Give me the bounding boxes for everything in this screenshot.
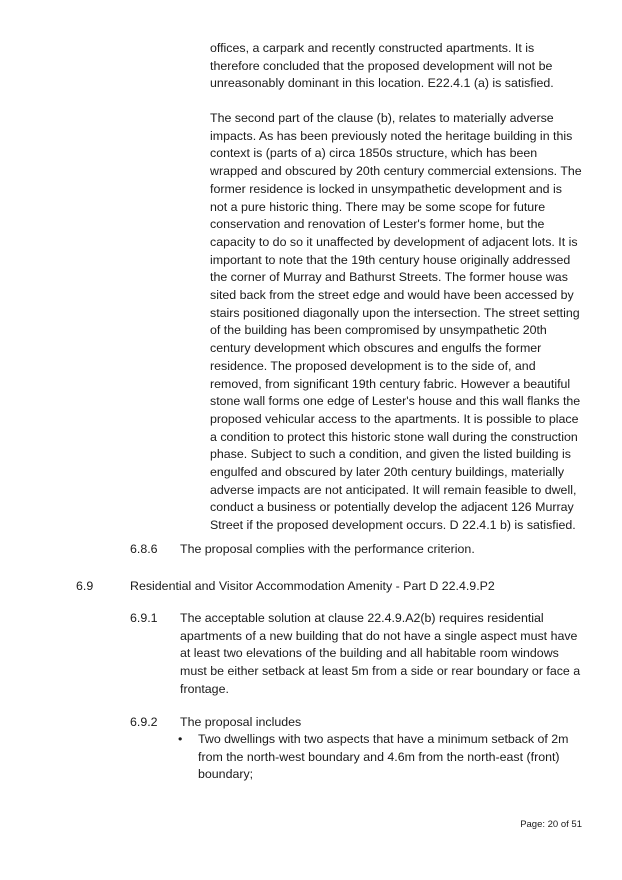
- bullet-list-item: [178, 731, 582, 784]
- page-number-footer: Page: 20 of 51: [520, 819, 582, 830]
- section-number-6-8-6: 6.8.6: [130, 542, 158, 556]
- body-paragraph-continuation: offices, a carpark and recently constructed apartments. It is therefore concluded that the proposed development will not be unreasonably dominant in this location. E22.4.1 (a) is satisfied.: [210, 41, 554, 91]
- section-text-6-9-1: The acceptable solution at clause 22.4.9.A2(b) requires residential apartments of a new building that do not have a single aspect must have at least two elevations of the building and all habitable room windows must be either setback at least 5m from a side or rear boundary or face a frontage.: [180, 611, 581, 696]
- section-text-6-9-2: The proposal includes: [180, 715, 302, 729]
- section-text-6-8-6: The proposal complies with the performance criterion.: [180, 542, 475, 556]
- section-number-6-9-2: 6.9.2: [130, 715, 158, 729]
- section-number-6-9: 6.9: [76, 579, 94, 593]
- bullet-text: Two dwellings with two aspects that have a minimum setback of 2m from the north-west boundary and 4.6m from the north-east (front) boundary;: [198, 732, 569, 782]
- body-paragraph-heritage-impacts: The second part of the clause (b), relates to materially adverse impacts. As has been previously noted the heritage building in this context is (parts of a) circa 1850s structure, which has been wrapped and obscured by 20th century commercial extensions. The former residence is locked in unsympathetic development and is not a pure historic thing. There may be some scope for future conservation and renovation of Lester's former home, but the capacity to do so it unaffected by development of adjacent lots. It is important to note that the 19th century house originally addressed the corner of Murray and Bathurst Streets. The former house was sited back from the street edge and would have been accessed by stairs positioned diagonally upon the intersection. The street setting of the building has been compromised by unsympathetic 20th century development which obscures and engulfs the former residence. The proposed development is to the side of, and removed, from significant 19th century fabric. However a beautiful stone wall forms one edge of Lester's house and this wall flanks the proposed vehicular access to the apartments. It is possible to place a condition to protect this historic stone wall during the construction phase. Subject to such a condition, and given the listed building is engulfed and obscured by later 20th century buildings, materially adverse impacts are not anticipated. It will remain feasible to dwell, conduct a business or potentially develop the adjacent 126 Murray Street if the proposed development occurs. D 22.4.1 b) is satisfied.: [210, 111, 582, 533]
- bullet-marker: •: [178, 732, 183, 746]
- section-heading-6-9: Residential and Visitor Accommodation Amenity - Part D 22.4.9.P2: [130, 579, 495, 593]
- section-number-6-9-1: 6.9.1: [130, 611, 158, 625]
